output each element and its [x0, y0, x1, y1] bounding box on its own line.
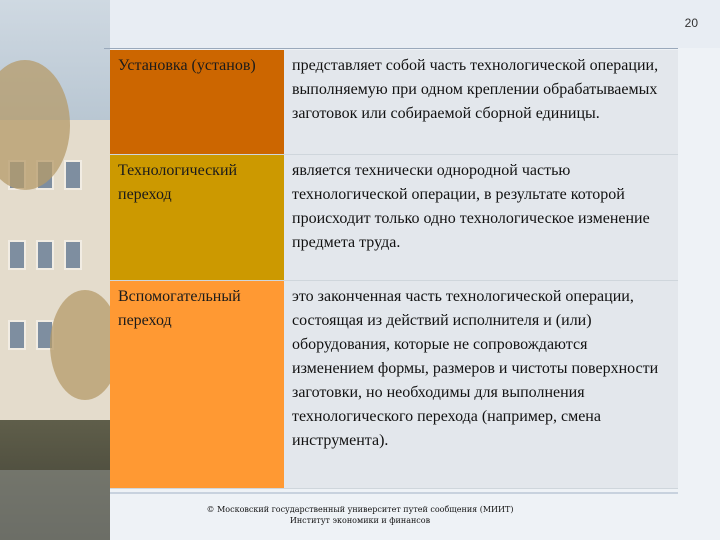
photo-window	[8, 240, 26, 270]
table-row	[110, 155, 678, 281]
term-cell: Установка (установ)	[110, 50, 284, 154]
photo-window	[8, 320, 26, 350]
photo-window	[64, 240, 82, 270]
background-photo	[0, 0, 110, 540]
definition-cell: представляет собой часть технологической операции, выполняемую при одном креплении обрабатываемых заготовок или собираемой сборной единицы.	[284, 50, 678, 154]
footer-divider	[110, 492, 678, 494]
footer	[110, 504, 610, 526]
photo-path	[0, 470, 110, 540]
definitions-table	[110, 50, 678, 489]
slide-number: 20	[684, 16, 698, 30]
photo-window	[36, 240, 54, 270]
table-row	[110, 281, 678, 489]
definition-cell: это законченная часть технологической операции, состоящая из действий исполнителя и (или) оборудования, которые не сопровождаются изменением формы, размеров и чистоты поверхности заготовки, но необходимы для выполнения технологического перехода (например, смена инструмента).	[284, 281, 678, 488]
table-row	[110, 50, 678, 155]
footer-institute: Институт экономики и финансов	[289, 516, 431, 525]
definition-cell: является технически однородной частью технологической операции, в результате которой происходит только одно технологическое изменение предмета труда.	[284, 155, 678, 280]
frame-top-line	[104, 48, 678, 49]
footer-copyright: © Московский государственный университет путей сообщения (МИИТ)	[206, 505, 514, 514]
photo-window	[64, 160, 82, 190]
term-cell: Технологический переход	[110, 155, 284, 280]
term-cell: Вспомогательный переход	[110, 281, 284, 488]
top-strip	[110, 0, 720, 48]
